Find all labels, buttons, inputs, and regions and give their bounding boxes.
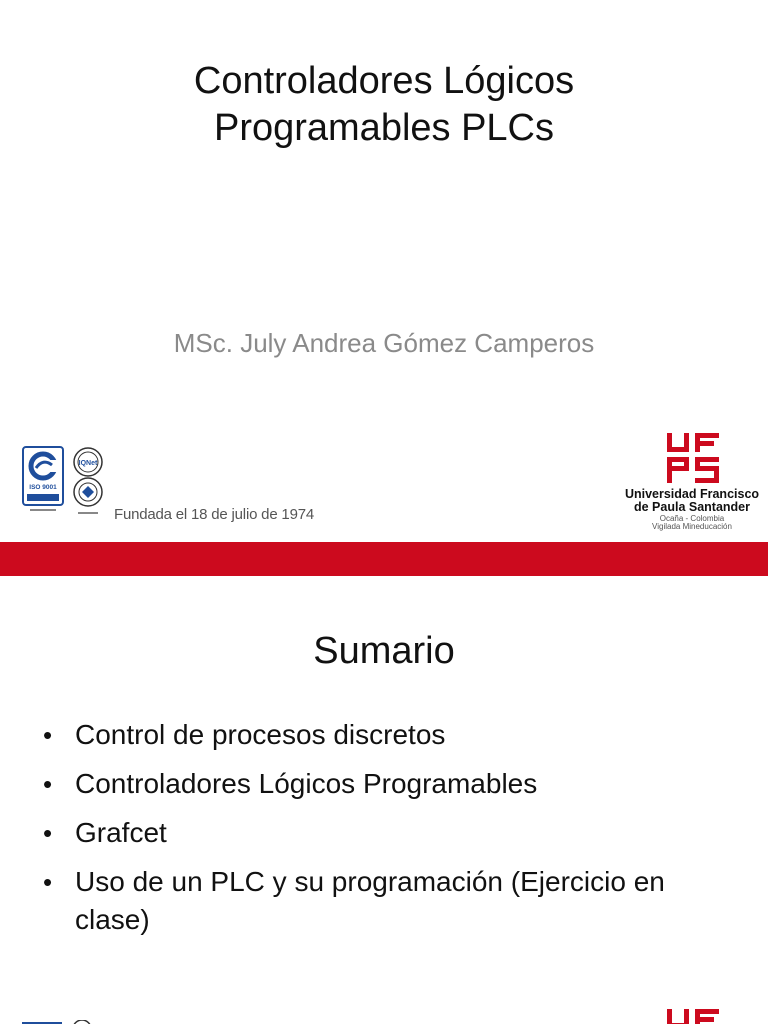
bullet-dot-icon: • [43, 720, 53, 750]
summary-bullet-list [40, 716, 730, 950]
iso-9001-certification-icon [22, 446, 64, 516]
bullet-item [40, 863, 730, 939]
author-subtitle: MSc. July Andrea Gómez Camperos [173, 328, 595, 358]
slide-title [40, 58, 728, 152]
university-name [620, 488, 764, 514]
partial-ufps-logo-icon [664, 1006, 722, 1024]
partial-certification-badges-icon [22, 1020, 102, 1024]
university-name-line-1: Universidad Francisco [624, 487, 760, 501]
slide-separator-bar [0, 542, 768, 576]
bullet-item [40, 765, 730, 803]
ufps-logo-icon [664, 430, 722, 486]
summary-title: Sumario [313, 630, 455, 672]
bullet-dot-icon: • [43, 818, 53, 848]
svg-text:IQNet: IQNet [78, 460, 98, 467]
bullet-dot-icon: • [43, 867, 53, 897]
bullet-item [40, 814, 730, 852]
bullet-text: Control de procesos discretos [75, 719, 446, 750]
svg-text:ISO 9001: ISO 9001 [29, 484, 57, 491]
founded-date-text: Fundada el 18 de julio de 1974 [114, 506, 315, 523]
bullet-text: Controladores Lógicos Programables [75, 768, 538, 799]
university-name-line-2: de Paula Santander [633, 500, 750, 514]
university-location-line-2: Vigilada Mineducación [652, 522, 732, 531]
bullet-item [40, 716, 730, 754]
title-line-2: Programables PLCs [213, 107, 555, 149]
university-location-line-1: Ocaña - Colombia [659, 514, 725, 523]
bullet-text: Grafcet [75, 817, 167, 848]
bullet-text: Uso de un PLC y su programación (Ejercicio en clase) [75, 866, 665, 935]
iqnet-certification-icon [70, 446, 106, 518]
title-line-1: Controladores Lógicos [193, 60, 575, 102]
university-location [620, 515, 764, 531]
bullet-dot-icon: • [43, 769, 53, 799]
summary-slide [0, 576, 768, 1024]
